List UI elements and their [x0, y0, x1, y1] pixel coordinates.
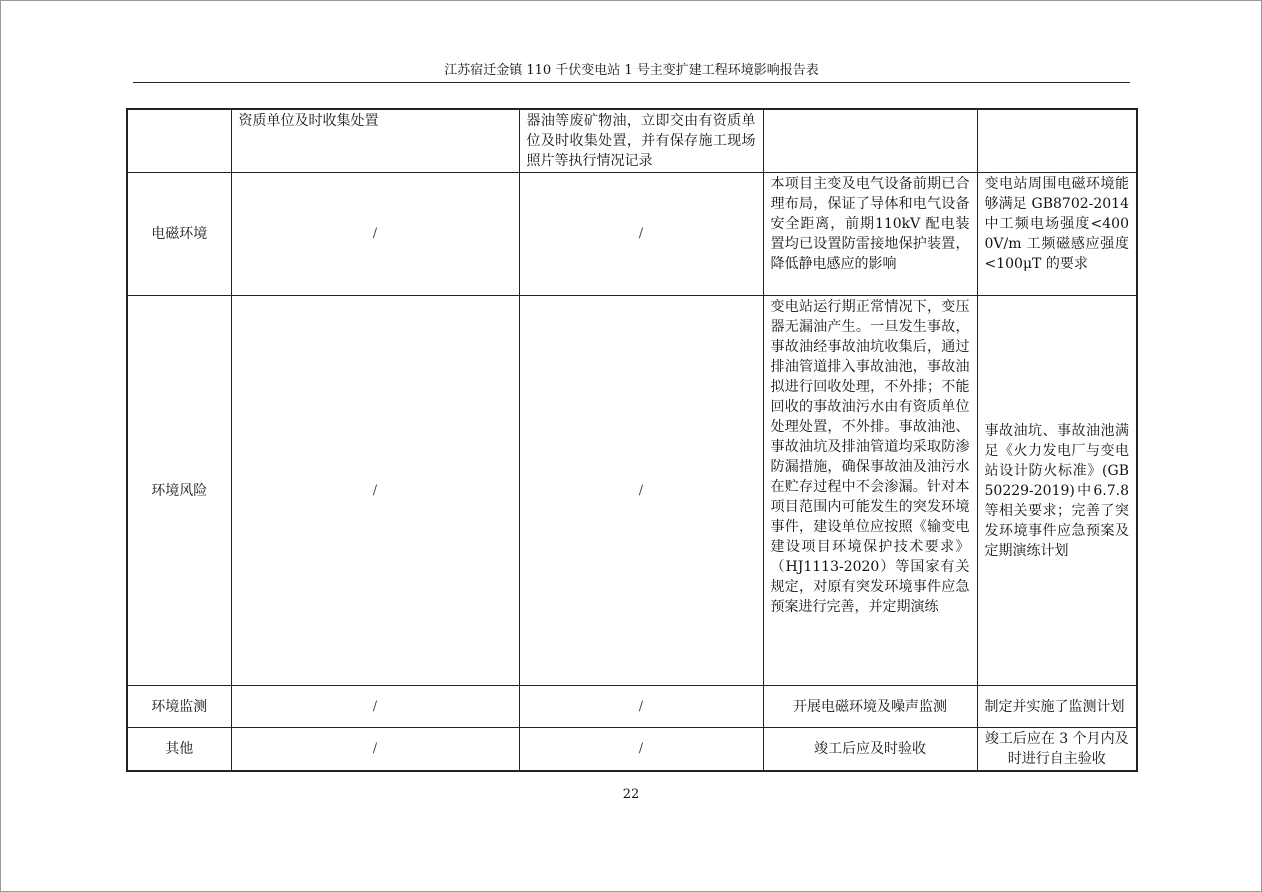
table-cell: 制定并实施了监测计划 — [977, 686, 1137, 728]
table-cell: / — [231, 296, 519, 686]
table-row — [127, 173, 1137, 296]
table-row — [127, 686, 1137, 728]
document-header-title: 江苏宿迁金镇 110 千伏变电站 1 号主变扩建工程环境影响报告表 — [444, 63, 819, 78]
category-cell: 电磁环境 — [127, 173, 231, 296]
header-rule — [133, 82, 1130, 83]
table-cell: / — [519, 728, 763, 772]
table-cell: 事故油坑、事故油池满足《火力发电厂与变电站设计防火标准》(GB50229-2019)中6.7.8等相关要求；完善了突发环境事件应急预案及定期演练计划 — [977, 296, 1137, 686]
table-row — [127, 728, 1137, 772]
table-cell: / — [519, 686, 763, 728]
category-cell: 环境监测 — [127, 686, 231, 728]
page-number: 22 — [622, 787, 640, 802]
table-cell: / — [231, 173, 519, 296]
mitigation-measures-table — [126, 108, 1138, 772]
table-cell — [977, 109, 1137, 173]
table-row — [127, 296, 1137, 686]
table-cell: / — [519, 296, 763, 686]
category-cell — [127, 109, 231, 173]
table-cell — [763, 109, 977, 173]
category-cell: 其他 — [127, 728, 231, 772]
table-cell: 资质单位及时收集处置 — [231, 109, 519, 173]
table-cell: 本项目主变及电气设备前期已合理布局，保证了导体和电气设备安全距离，前期110kV 配电装置均已设置防雷接地保护装置，降低静电感应的影响 — [763, 173, 977, 296]
table-cell: 变电站周围电磁环境能够满足 GB8702-2014 中工频电场强度<4000V/m 工频磁感应强度<100μT 的要求 — [977, 173, 1137, 296]
category-cell: 环境风险 — [127, 296, 231, 686]
table-cell: / — [231, 728, 519, 772]
table-cell: 开展电磁环境及噪声监测 — [763, 686, 977, 728]
table-cell: 竣工后应在 3 个月内及时进行自主验收 — [977, 728, 1137, 772]
table-cell: / — [231, 686, 519, 728]
table-cell: / — [519, 173, 763, 296]
table-row — [127, 109, 1137, 173]
table-cell: 器油等废矿物油，立即交由有资质单位及时收集处置，并有保存施工现场照片等执行情况记录 — [519, 109, 763, 173]
table-cell: 变电站运行期正常情况下，变压器无漏油产生。一旦发生事故，事故油经事故油坑收集后，通过排油管道排入事故油池，事故油拟进行回收处理，不外排；不能回收的事故油污水由有资质单位处理处置，不外排。事故油池、事故油坑及排油管道均采取防渗防漏措施，确保事故油及油污水在贮存过程中不会渗漏。针对本项目范围内可能发生的突发环境事件，建设单位应按照《输变电建设项目环境保护技术要求》（HJ1113-2020）等国家有关规定，对原有突发环境事件应急预案进行完善，并定期演练 — [763, 296, 977, 686]
table-cell: 竣工后应及时验收 — [763, 728, 977, 772]
